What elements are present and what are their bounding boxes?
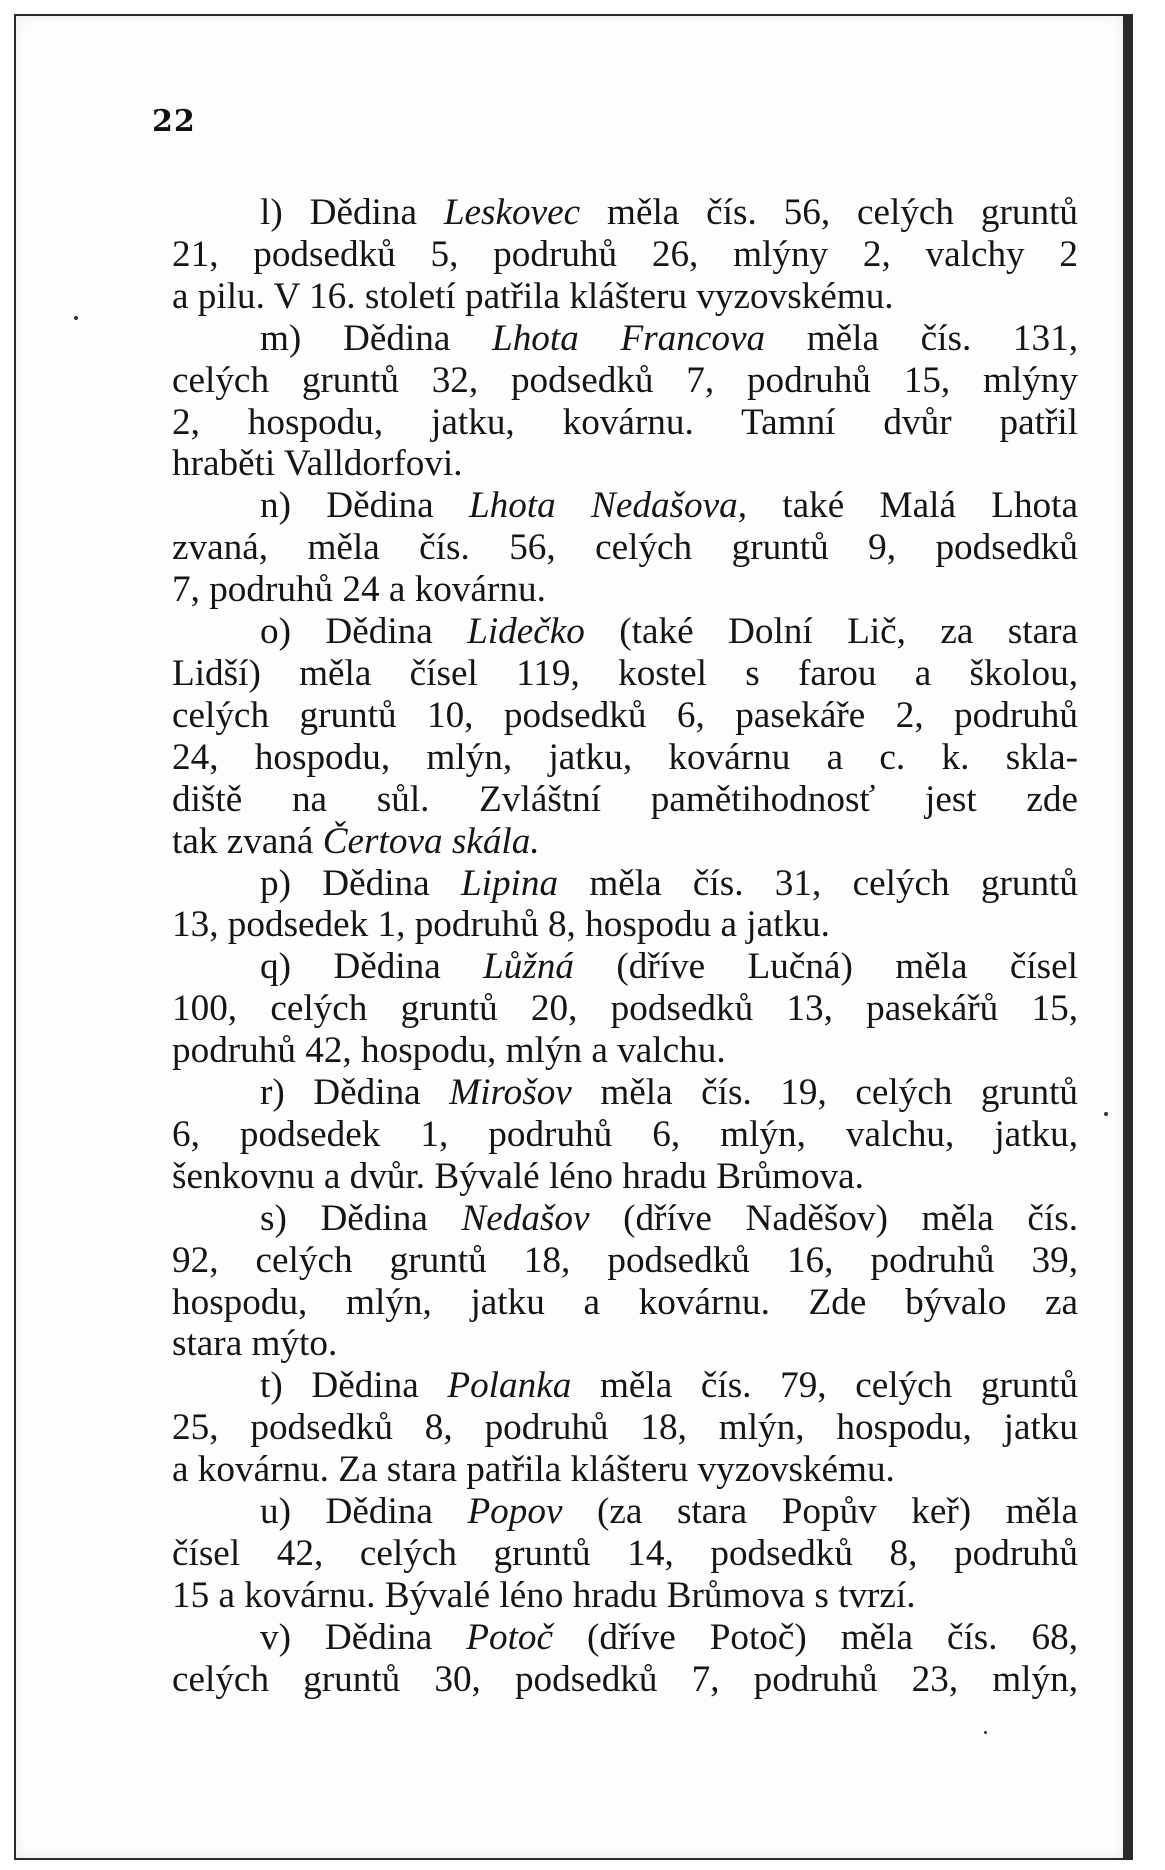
- text-run: l) Dědina: [260, 192, 444, 233]
- paragraph: [172, 485, 1078, 611]
- text-run: 24, hospodu, mlýn, jatku, kovárnu a c. k. skla-: [172, 736, 1078, 778]
- text-line: [172, 946, 1078, 988]
- text-line: [172, 1240, 1078, 1282]
- text-run: šenkovnu a dvůr. Bývalé léno hradu Brůmova.: [172, 1155, 864, 1197]
- village-name: Lhota Nedašova,: [468, 485, 748, 527]
- text-line: [172, 527, 1078, 569]
- village-name: Lidečko: [467, 611, 585, 653]
- text-run: měla čís. 31, celých gruntů: [558, 862, 1078, 904]
- text-run: měla čís. 56, celých gruntů: [580, 192, 1078, 233]
- text-line: [172, 653, 1078, 695]
- text-line: [172, 1491, 1078, 1533]
- text-run: 6, podsedek 1, podruhů 6, mlýn, valchu, jatku,: [172, 1113, 1078, 1155]
- text-run: t) Dědina: [260, 1365, 448, 1407]
- paper-speck: [984, 1731, 987, 1734]
- text-run: u) Dědina: [260, 1491, 468, 1533]
- village-name: Nedašov: [461, 1197, 590, 1239]
- text-line: [172, 1072, 1078, 1114]
- paragraph: [172, 192, 1078, 318]
- text-line: [172, 695, 1078, 737]
- text-run: tak zvaná: [172, 820, 323, 862]
- text-line: [172, 1659, 1078, 1701]
- paragraph: [172, 1198, 1078, 1366]
- text-line: [172, 1365, 1078, 1407]
- text-line: [172, 485, 1078, 527]
- body-text: [172, 192, 1078, 1701]
- text-run: 13, podsedek 1, podruhů 8, hospodu a jatku.: [172, 904, 830, 946]
- text-line: [172, 1198, 1078, 1240]
- text-run: celých gruntů 32, podsedků 7, podruhů 15, mlýny: [172, 359, 1078, 401]
- text-run: 7, podruhů 24 a kovárnu.: [172, 569, 546, 611]
- paper-speck: [1104, 1112, 1108, 1116]
- text-line: [172, 779, 1078, 821]
- text-line: [172, 904, 1078, 946]
- text-run: 25, podsedků 8, podruhů 18, mlýn, hospodu, jatku: [172, 1407, 1078, 1449]
- text-run: Lidší) měla čísel 119, kostel s farou a školou,: [172, 652, 1078, 694]
- text-run: (za stara Popův keř) měla: [562, 1491, 1078, 1533]
- village-name: Lůžná: [483, 946, 575, 988]
- text-run: (dříve Lučná) měla čísel: [574, 946, 1078, 988]
- text-line: [172, 1617, 1078, 1659]
- text-run: q) Dědina: [260, 946, 484, 988]
- text-run: (také Dolní Lič, za stara: [584, 611, 1078, 653]
- text-run: a kovárnu. Za stara patřila klášteru vyzovskému.: [172, 1449, 895, 1491]
- text-line: [172, 402, 1078, 444]
- text-run: o) Dědina: [260, 611, 468, 653]
- text-line: [172, 988, 1078, 1030]
- paragraph: [172, 1617, 1078, 1701]
- text-line: [172, 1282, 1078, 1324]
- text-run: měla čís. 19, celých gruntů: [571, 1072, 1078, 1114]
- text-run: p) Dědina: [260, 862, 461, 904]
- text-line: [172, 192, 1078, 234]
- paragraph: [172, 611, 1078, 862]
- text-line: [172, 1533, 1078, 1575]
- text-run: celých gruntů 10, podsedků 6, pasekáře 2, podruhů: [172, 694, 1078, 736]
- page-number: 22: [152, 104, 196, 139]
- text-line: [172, 737, 1078, 779]
- text-run: 2, hospodu, jatku, kovárnu. Tamní dvůr patřil: [172, 401, 1078, 443]
- text-line: [172, 360, 1078, 402]
- text-run: hospodu, mlýn, jatku a kovárnu. Zde bývalo za: [172, 1281, 1078, 1323]
- text-line: [172, 1156, 1078, 1198]
- text-run: 21, podsedků 5, podruhů 26, mlýny 2, valchy 2: [172, 233, 1078, 275]
- text-run: a pilu. V 16. století patřila klášteru vyzovskému.: [172, 275, 894, 317]
- text-run: diště na sůl. Zvláštní pamětihodnosť jest zde: [172, 778, 1078, 820]
- text-run: (dříve Naděšov) měla čís.: [589, 1197, 1079, 1239]
- paragraph: [172, 1072, 1078, 1198]
- paragraph: [172, 318, 1078, 486]
- text-run: podruhů 42, hospodu, mlýn a valchu.: [172, 1030, 726, 1072]
- text-run: hraběti Valldorfovi.: [172, 443, 463, 485]
- text-line: [172, 443, 1078, 485]
- text-line: [172, 1449, 1078, 1491]
- village-name: Leskovec: [443, 192, 581, 233]
- text-run: r) Dědina: [260, 1072, 450, 1114]
- text-line: [172, 1030, 1078, 1072]
- text-run: měla čís. 131,: [765, 317, 1078, 359]
- village-name: Lhota Francova: [492, 317, 766, 359]
- text-line: [172, 863, 1078, 905]
- text-line: [172, 1407, 1078, 1449]
- text-run: v) Dědina: [260, 1616, 467, 1658]
- text-run: m) Dědina: [260, 317, 493, 359]
- text-line: [172, 569, 1078, 611]
- village-name: Mirošov: [449, 1072, 572, 1114]
- paragraph: [172, 946, 1078, 1072]
- text-line: [172, 821, 1078, 863]
- village-name: Lipina: [460, 862, 559, 904]
- text-line: [172, 276, 1078, 318]
- text-run: 15 a kovárnu. Bývalé léno hradu Brůmova s tvrzí.: [172, 1574, 916, 1616]
- village-name: Potoč: [466, 1616, 554, 1658]
- text-run: 100, celých gruntů 20, podsedků 13, pasekářů 15,: [172, 988, 1078, 1030]
- text-run: stara mýto.: [172, 1323, 338, 1365]
- text-line: [172, 1323, 1078, 1365]
- book-page: [14, 14, 1133, 1860]
- text-run: také Malá Lhota: [747, 485, 1078, 527]
- text-line: [172, 1114, 1078, 1156]
- village-name: Čertova skála.: [322, 820, 540, 862]
- village-name: Popov: [467, 1491, 563, 1533]
- paragraph: [172, 1365, 1078, 1491]
- text-run: měla čís. 79, celých gruntů: [571, 1365, 1078, 1407]
- text-run: čísel 42, celých gruntů 14, podsedků 8, podruhů: [172, 1533, 1078, 1574]
- text-run: zvaná, měla čís. 56, celých gruntů 9, podsedků: [172, 527, 1078, 569]
- text-run: celých gruntů 30, podsedků 7, podruhů 23, mlýn,: [172, 1658, 1078, 1700]
- text-line: [172, 1575, 1078, 1617]
- text-run: s) Dědina: [260, 1197, 462, 1239]
- text-line: [172, 234, 1078, 276]
- paper-speck: [74, 316, 78, 320]
- paragraph: [172, 863, 1078, 947]
- text-run: 92, celých gruntů 18, podsedků 16, podruhů 39,: [172, 1239, 1078, 1281]
- text-run: (dříve Potoč) měla čís. 68,: [553, 1616, 1078, 1658]
- text-line: [172, 611, 1078, 653]
- text-line: [172, 318, 1078, 360]
- village-name: Polanka: [447, 1365, 572, 1407]
- text-run: n) Dědina: [260, 485, 469, 527]
- paragraph: [172, 1491, 1078, 1617]
